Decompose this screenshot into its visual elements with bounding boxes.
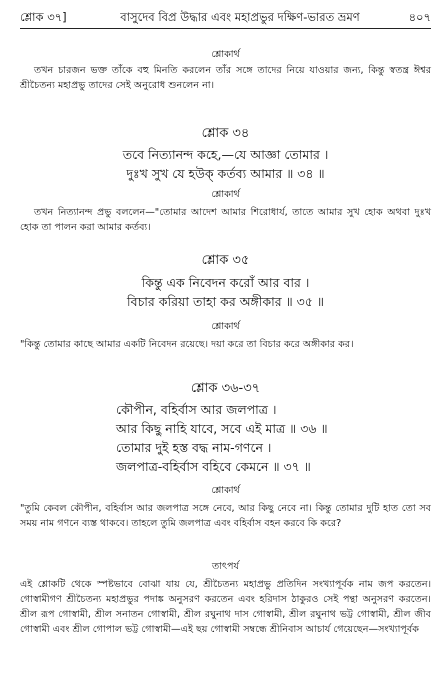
purport-text: এই শ্লোকটি থেকে স্পষ্টভাবে বোঝা যায় যে, শ্রীচৈতন্য মহাপ্রভু প্রতিদিন সংখ্যাপূর্বক নাম জপ করতেন। গোস্বামীগণ শ্রীচৈতন্য মহাপ্রভুর পদাঙ্ক অনুসরণ করতেন এবং হরিদাস ঠাকুরও সেই পন্থা অনুসরণ করতেন। শ্রীল রূপ গোস্বামী, শ্রীল সনাতন গোস্বামী, শ্রীল রঘুনাথ দাস গোস্বামী, শ্রীল রঘুনাথ ভট্ট গোস্বামী, শ্রীল জীব গোস্বামী এবং শ্রীল গোপাল ভট্ট গোস্বামী—এই ছয় গোস্বামী সম্বন্ধে শ্রীনিবাস আচার্য গেয়েছেন—সংখ্যাপূর্বক: [20, 579, 431, 635]
translation-label: শ্লোকার্থ: [211, 321, 240, 332]
translation-label: শ্লোকার্থ: [211, 485, 240, 496]
header-rule: [20, 28, 431, 29]
verse-line: দুঃখ সুখ যে হউক্ কর্তব্য আমার ॥ ৩৪ ॥: [126, 166, 325, 181]
verse-title: শ্লোক ৩৫: [201, 253, 250, 268]
translation-text: তখন চারজন ভক্ত তাঁকে বহু মিনতি করলেন তাঁর সঙ্গে তাদের নিয়ে যাওয়ার জন্য, কিন্তু স্বতন্ত্র ঈশ্বর শ্রীচৈতন্য মহাপ্রভু তাদের সেই অনুরোধ শুনলেন না।: [20, 65, 431, 91]
verse-block: [20, 400, 431, 476]
verse-line: কৌপীন, বহির্বাস আর জলপাত্র ।: [116, 402, 277, 417]
verse-line: জলপাত্র-বহির্বাস বহিবে কেমনে ॥ ৩৭ ॥: [116, 459, 311, 474]
verse-block: [20, 273, 431, 311]
purport-label: তাৎপর্য: [212, 561, 239, 572]
verse-line: তোমার দুই হস্ত বদ্ধ নাম-গণনে ।: [116, 440, 272, 455]
verse-title: শ্লোক ৩৬-৩৭: [190, 381, 261, 396]
verse-line: বিচার করিয়া তাহা কর অঙ্গীকার ॥ ৩৫ ॥: [127, 294, 324, 309]
translation-label: শ্লোকার্থ: [211, 49, 240, 60]
verse-title: শ্লোক ৩৪: [201, 126, 250, 141]
translation-text: তখন নিত্যানন্দ প্রভু বললেন—"তোমার আদেশ আমার শিরোধার্য, তাতে আমার সুখ হোক অথবা দুঃখ হোক তা পালন করা আমার কর্তব্য।: [20, 207, 431, 233]
verse-block: [20, 145, 431, 183]
header-page-number: ৪০৭: [408, 10, 431, 24]
translation-text: "তুমি কেবল কৌপীন, বহির্বাস আর জলপাত্র সঙ্গে নেবে, আর কিছু নেবে না। কিন্তু তোমার দুটি হাত তো সব সময় নাম গণনে ব্যস্ত থাকবে। তাহলে তুমি জলপাত্র এবং বহির্বাস বহন করবে কি করে?: [20, 503, 431, 529]
verse-line: আর কিছু নাহি যাবে, সবে এই মাত্র ॥ ৩৬ ॥: [116, 421, 328, 436]
translation-text: "কিন্তু তোমার কাছে আমার একটি নিবেদন রয়েছে। দয়া করে তা বিচার করে অঙ্গীকার কর।: [20, 339, 354, 350]
header-verse-ref: শ্লোক ৩৭]: [20, 10, 67, 24]
translation-label: শ্লোকার্থ: [211, 189, 240, 200]
verse-line: তবে নিত্যানন্দ কহে,—যে আজ্ঞা তোমার ।: [122, 147, 329, 162]
header-chapter-title: বাসুদেব বিপ্র উদ্ধার এবং মহাপ্রভুর দক্ষিণ-ভারত ভ্রমণ: [120, 10, 360, 24]
page-header: [20, 5, 431, 27]
verse-line: কিন্তু এক নিবেদন করোঁ আর বার ।: [141, 275, 310, 290]
